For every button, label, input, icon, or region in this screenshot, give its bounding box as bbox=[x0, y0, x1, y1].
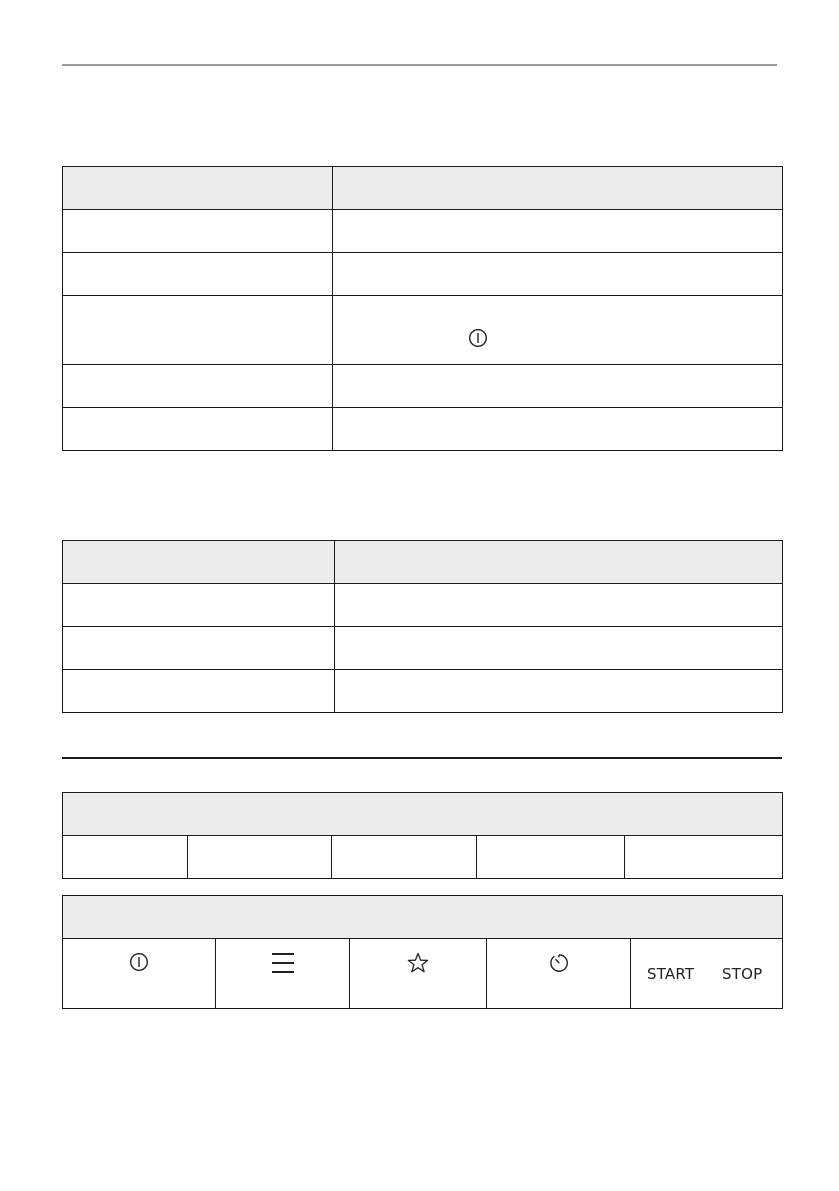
table-row bbox=[63, 408, 783, 451]
table-cell bbox=[63, 408, 333, 451]
menu-icon[interactable] bbox=[271, 952, 295, 974]
table-2-header-cell bbox=[335, 541, 783, 584]
table-1-header-row bbox=[63, 167, 783, 210]
table-2 bbox=[62, 540, 783, 713]
on-off-icon[interactable] bbox=[129, 952, 149, 972]
table-1 bbox=[62, 166, 783, 451]
table-cell bbox=[63, 836, 188, 879]
table-row bbox=[63, 836, 783, 879]
table-cell bbox=[335, 627, 783, 670]
stop-button[interactable]: STOP bbox=[722, 965, 763, 983]
table-cell bbox=[335, 670, 783, 713]
table-cell bbox=[63, 584, 335, 627]
table-cell bbox=[333, 408, 783, 451]
control-panel-table bbox=[62, 895, 783, 1009]
table-cell bbox=[333, 365, 783, 408]
timer-icon[interactable] bbox=[548, 952, 570, 974]
on-off-icon bbox=[468, 328, 488, 348]
timer-cell bbox=[487, 939, 631, 1009]
table-row bbox=[63, 584, 783, 627]
table-1-header-cell bbox=[63, 167, 333, 210]
table-cell bbox=[333, 296, 783, 365]
table-cell bbox=[63, 296, 333, 365]
table-cell bbox=[188, 836, 332, 879]
table-3-header-cell bbox=[63, 793, 783, 836]
menu-cell bbox=[216, 939, 350, 1009]
table-3 bbox=[62, 792, 783, 879]
table-cell bbox=[625, 836, 783, 879]
control-panel-header-row bbox=[63, 896, 783, 939]
table-cell bbox=[332, 836, 477, 879]
star-icon[interactable] bbox=[407, 952, 429, 974]
table-cell bbox=[63, 365, 333, 408]
table-row bbox=[63, 253, 783, 296]
table-cell bbox=[63, 253, 333, 296]
table-1-header-cell bbox=[333, 167, 783, 210]
favourite-cell bbox=[350, 939, 487, 1009]
control-panel-header-cell bbox=[63, 896, 783, 939]
table-row bbox=[63, 210, 783, 253]
start-stop-cell bbox=[631, 939, 783, 1009]
table-3-header-row bbox=[63, 793, 783, 836]
table-cell bbox=[63, 210, 333, 253]
top-rule bbox=[62, 64, 777, 66]
table-cell bbox=[333, 210, 783, 253]
start-button[interactable]: START bbox=[647, 965, 695, 983]
table-row bbox=[63, 296, 783, 365]
table-row bbox=[63, 627, 783, 670]
table-2-header-cell bbox=[63, 541, 335, 584]
section-divider bbox=[62, 757, 782, 759]
table-cell bbox=[63, 670, 335, 713]
table-cell bbox=[333, 253, 783, 296]
table-row bbox=[63, 670, 783, 713]
table-cell bbox=[63, 627, 335, 670]
table-cell bbox=[477, 836, 625, 879]
table-row bbox=[63, 365, 783, 408]
control-panel-row bbox=[63, 939, 783, 1009]
table-2-header-row bbox=[63, 541, 783, 584]
table-cell bbox=[335, 584, 783, 627]
on-off-cell bbox=[63, 939, 216, 1009]
